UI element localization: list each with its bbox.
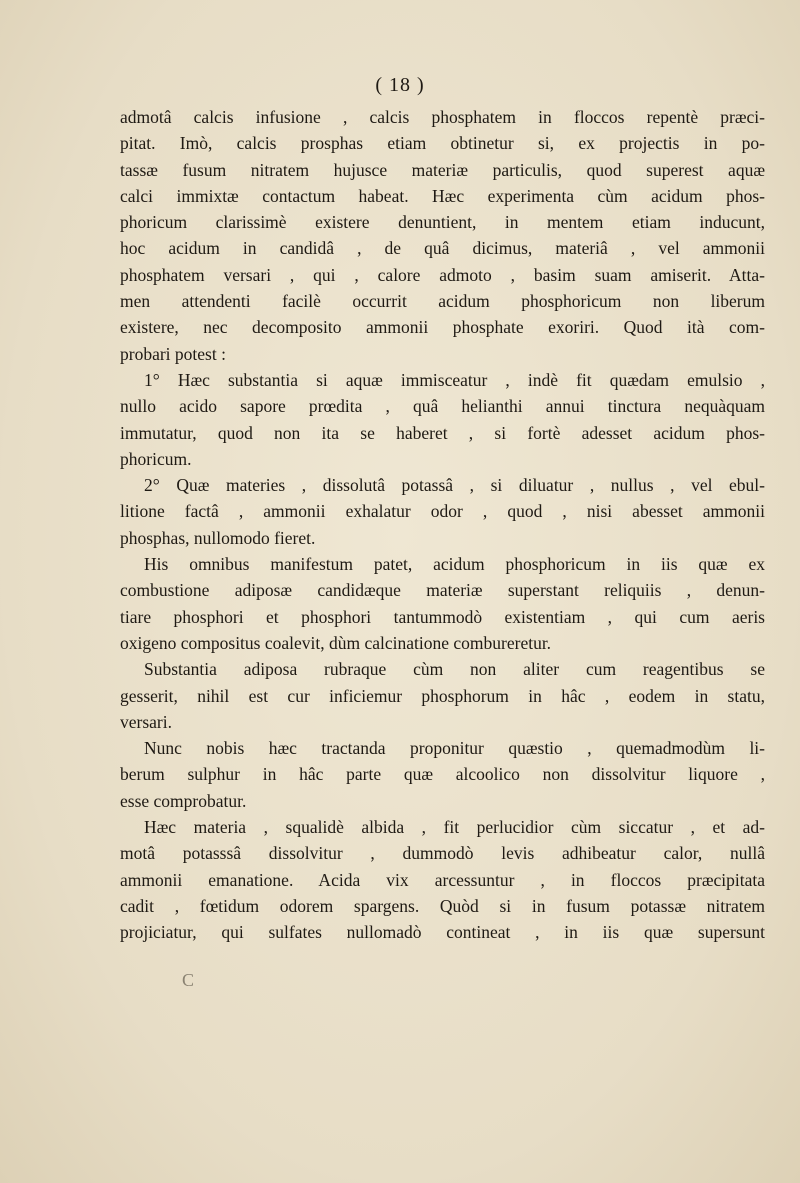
text-line: 2° Quæ materies , dissolutâ potassâ , si diluatur , nullus , vel ebul- (144, 475, 765, 496)
text-line: phosphatem versari , qui , calore admoto , basim suam amiserit. Atta- (120, 264, 765, 285)
text-line: tassæ fusum nitratem hujusce materiæ particulis, quod superest aquæ (120, 159, 765, 180)
text-line: admotâ calcis infusione , calcis phosphatem in floccos repentè præci- (120, 107, 765, 127)
text-line: phosphas, nullomodo fieret. (120, 527, 316, 548)
text-line: combustione adiposæ candidæque materiæ superstant reliquiis , denun- (120, 580, 765, 601)
text-line: Substantia adiposa rubraque cùm non aliter cum reagentibus se (144, 659, 765, 680)
text-line: calci immixtæ contactum habeat. Hæc experimenta cùm acidum phos- (120, 185, 765, 206)
text-line: Nunc nobis hæc tractanda proponitur quæstio , quemadmodùm li- (144, 738, 765, 759)
text-line: pitat. Imò, calcis prosphas etiam obtinetur si, ex projectis in po- (120, 133, 765, 154)
text-line: probari potest : (120, 343, 226, 364)
text-line: existere, nec decomposito ammonii phosphate exoriri. Quod ità com- (120, 317, 765, 338)
signature-mark: C (182, 970, 195, 990)
text-line: 1° Hæc substantia si aquæ immisceatur , indè fit quædam emulsio , (144, 369, 765, 390)
body-text (120, 104, 765, 946)
text-line: tiare phosphori et phosphori tantummodò existentiam , qui cum aeris (120, 606, 765, 627)
text-line: phoricum clarissimè existere denuntient, in mentem etiam inducunt, (120, 212, 765, 233)
text-line: esse comprobatur. (120, 790, 247, 811)
text-line: immutatur, quod non ita se haberet , si fortè adesset acidum phos- (120, 422, 765, 443)
text-line: cadit , fœtidum odorem spargens. Quòd si in fusum potassæ nitratem (120, 895, 765, 916)
text-line: projiciatur, qui sulfates nullomadò contineat , in iis quæ supersunt (120, 922, 765, 943)
text-line: Hæc materia , squalidè albida , fit perlucidior cùm siccatur , et ad- (144, 817, 765, 838)
page-number: ( 18 ) (375, 74, 425, 96)
text-line: hoc acidum in candidâ , de quâ dicimus, materiâ , vel ammonii (120, 238, 765, 259)
text-line: ammonii emanatione. Acida vix arcessuntur , in floccos præcipitata (120, 869, 765, 890)
text-line: nullo acido sapore prœdita , quâ helianthi annui tinctura nequàquam (120, 396, 765, 417)
text-line: gesserit, nihil est cur inficiemur phosphorum in hâc , eodem in statu, (120, 685, 765, 706)
text-line: oxigeno compositus coalevit, dùm calcinatione combureretur. (120, 632, 552, 653)
text-line: litione factâ , ammonii exhalatur odor , quod , nisi abesset ammonii (120, 501, 765, 522)
text-line: men attendenti facilè occurrit acidum phosphoricum non liberum (120, 291, 765, 312)
text-line: His omnibus manifestum patet, acidum phosphoricum in iis quæ ex (144, 554, 765, 575)
text-line: berum sulphur in hâc parte quæ alcoolico non dissolvitur liquore , (120, 764, 765, 785)
text-line: versari. (120, 711, 172, 732)
text-line: phoricum. (120, 448, 192, 469)
text-line: motâ potasssâ dissolvitur , dummodò levis adhibeatur calor, nullâ (120, 843, 765, 864)
